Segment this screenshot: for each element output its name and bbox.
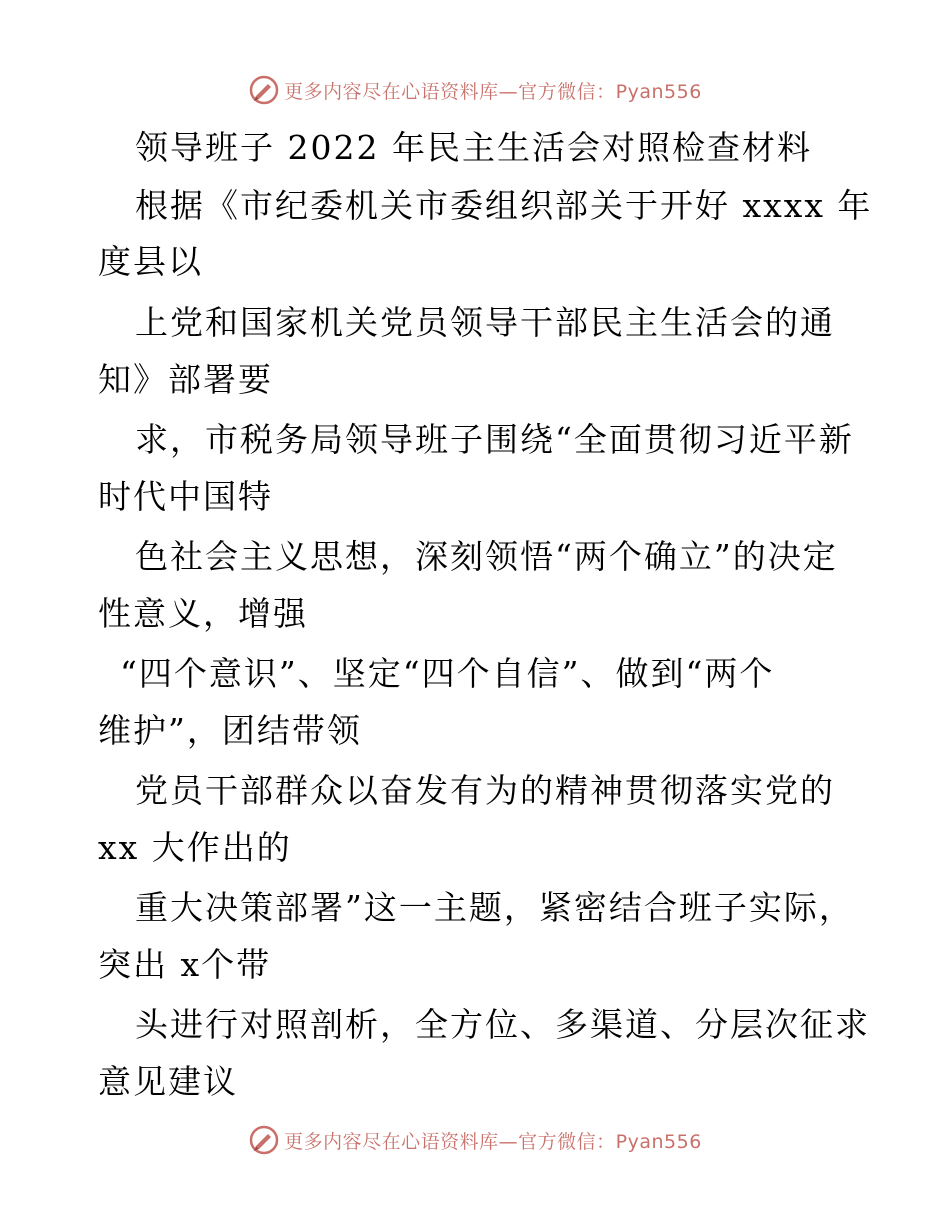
watermark-text: 更多内容尽在心语资料库—官方微信：Pyan556	[284, 80, 702, 103]
paragraph-line: 上党和国家机关党员领导干部民主生活会的通	[135, 303, 835, 342]
paragraph-line: 突出 x个带	[98, 945, 272, 984]
paragraph-line: 维护”，团结带领	[98, 711, 362, 750]
paragraph-line: 时代中国特	[98, 477, 273, 516]
watermark-banner-bottom	[0, 1120, 950, 1160]
paragraph-line: 性意义，增强	[98, 594, 308, 633]
paragraph-line: 根据《市纪委机关市委组织部关于开好 xxxx 年	[135, 186, 873, 225]
paragraph-line: 求，市税务局领导班子围绕“全面贯彻习近平新	[135, 420, 854, 459]
paragraph-line: xx 大作出的	[98, 828, 292, 867]
document-title: 领导班子 2022 年民主生活会对照检查材料	[135, 128, 812, 167]
paragraph-line: 头进行对照剖析，全方位、多渠道、分层次征求	[135, 1005, 870, 1044]
paragraph-line: “四个意识”、坚定“四个自信”、做到“两个	[120, 654, 775, 693]
paragraph-line: 色社会主义思想，深刻领悟“两个确立”的决定	[135, 537, 838, 576]
watermark-text: 更多内容尽在心语资料库—官方微信：Pyan556	[284, 1130, 702, 1153]
pen-logo-icon	[248, 1124, 280, 1156]
paragraph-line: 重大决策部署”这一主题，紧密结合班子实际，	[135, 888, 854, 927]
paragraph-line: 党员干部群众以奋发有为的精神贯彻落实党的	[135, 771, 835, 810]
paragraph-line: 意见建议	[98, 1062, 238, 1101]
paragraph-line: 度县以	[98, 242, 203, 281]
paragraph-line: 知》部署要	[98, 360, 273, 399]
